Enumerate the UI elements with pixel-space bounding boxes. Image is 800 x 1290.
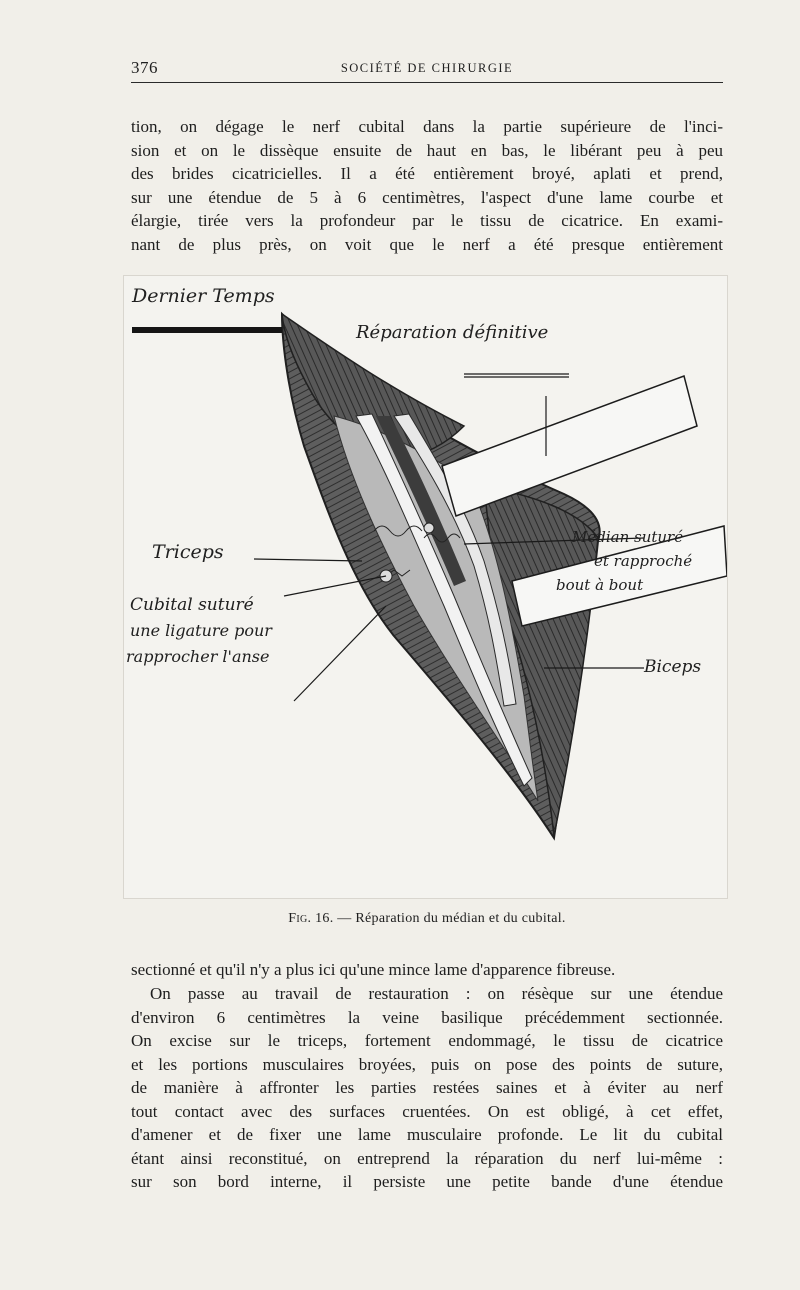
figure-caption	[131, 911, 723, 927]
text-line: étant ainsi reconstitué, on entreprend la réparation du nerf lui-même :	[131, 1148, 723, 1168]
text-line: On excise sur le triceps, fortement endommagé, le tissu de cicatrice	[131, 1031, 723, 1050]
label-cubital-1: Cubital suturé	[130, 595, 254, 615]
label-title: Réparation définitive	[356, 322, 549, 343]
text-line: nant de plus près, on voit que le nerf a été presque entièrement	[131, 234, 723, 254]
paragraph-1	[131, 115, 723, 256]
surgical-illustration	[123, 275, 728, 899]
label-stage: Dernier Temps	[132, 285, 275, 307]
text-line: tout contact avec des surfaces cruentées. On est obligé, à cet effet,	[131, 1101, 723, 1121]
text-line: et les portions musculaires broyées, puis on pose des points de suture,	[131, 1054, 723, 1074]
text-line: d'amener et de fixer une lame musculaire profonde. Le lit du cubital	[131, 1125, 723, 1144]
retractor-upper	[442, 376, 697, 516]
text-line: des brides cicatricielles. Il a été entièrement broyé, aplati et prend,	[131, 164, 723, 183]
label-median-1: Médian suturé	[572, 528, 684, 546]
running-head: SOCIÉTÉ DE CHIRURGIE	[340, 61, 514, 75]
label-median-3: bout à bout	[556, 576, 644, 594]
label-biceps: Biceps	[644, 657, 702, 677]
caption-text: — Réparation du médian et du cubital.	[333, 911, 566, 926]
illustration-drawing	[124, 276, 727, 898]
page-header	[131, 58, 723, 83]
page-number: 376	[131, 58, 158, 77]
stage-underline	[132, 327, 282, 333]
text-line: d'environ 6 centimètres la veine basilique précédemment sectionnée.	[131, 1007, 723, 1027]
label-cubital-2: une ligature pour	[130, 621, 272, 640]
text-line: sur son bord interne, il persiste une petite bande d'une étendue	[131, 1172, 723, 1191]
label-cubital-3: rapprocher l'anse	[126, 647, 270, 666]
caption-figure-number: Fig. 16.	[288, 911, 334, 926]
label-triceps: Triceps	[152, 541, 224, 563]
paragraph-3	[131, 982, 723, 1194]
text-line: de manière à affronter les parties restées saines et à éviter au nerf	[131, 1078, 723, 1097]
text-line: sion et on le dissèque ensuite de haut en bas, le libérant peu à peu	[131, 140, 723, 160]
text-line: sur une étendue de 5 à 6 centimètres, l'aspect d'une lame courbe et	[131, 187, 723, 207]
paragraph-2	[131, 958, 723, 982]
text-line: élargie, tirée vers la profondeur par le tissu de cicatrice. En exami-	[131, 211, 723, 230]
text-line: On passe au travail de restauration : on résèque sur une étendue	[150, 984, 723, 1003]
text-line: tion, on dégage le nerf cubital dans la partie supérieure de l'inci-	[131, 117, 723, 136]
text-line: sectionné et qu'il n'y a plus ici qu'une mince lame d'apparence fibreuse.	[131, 960, 616, 979]
label-median-2: et rapproché	[594, 552, 693, 570]
